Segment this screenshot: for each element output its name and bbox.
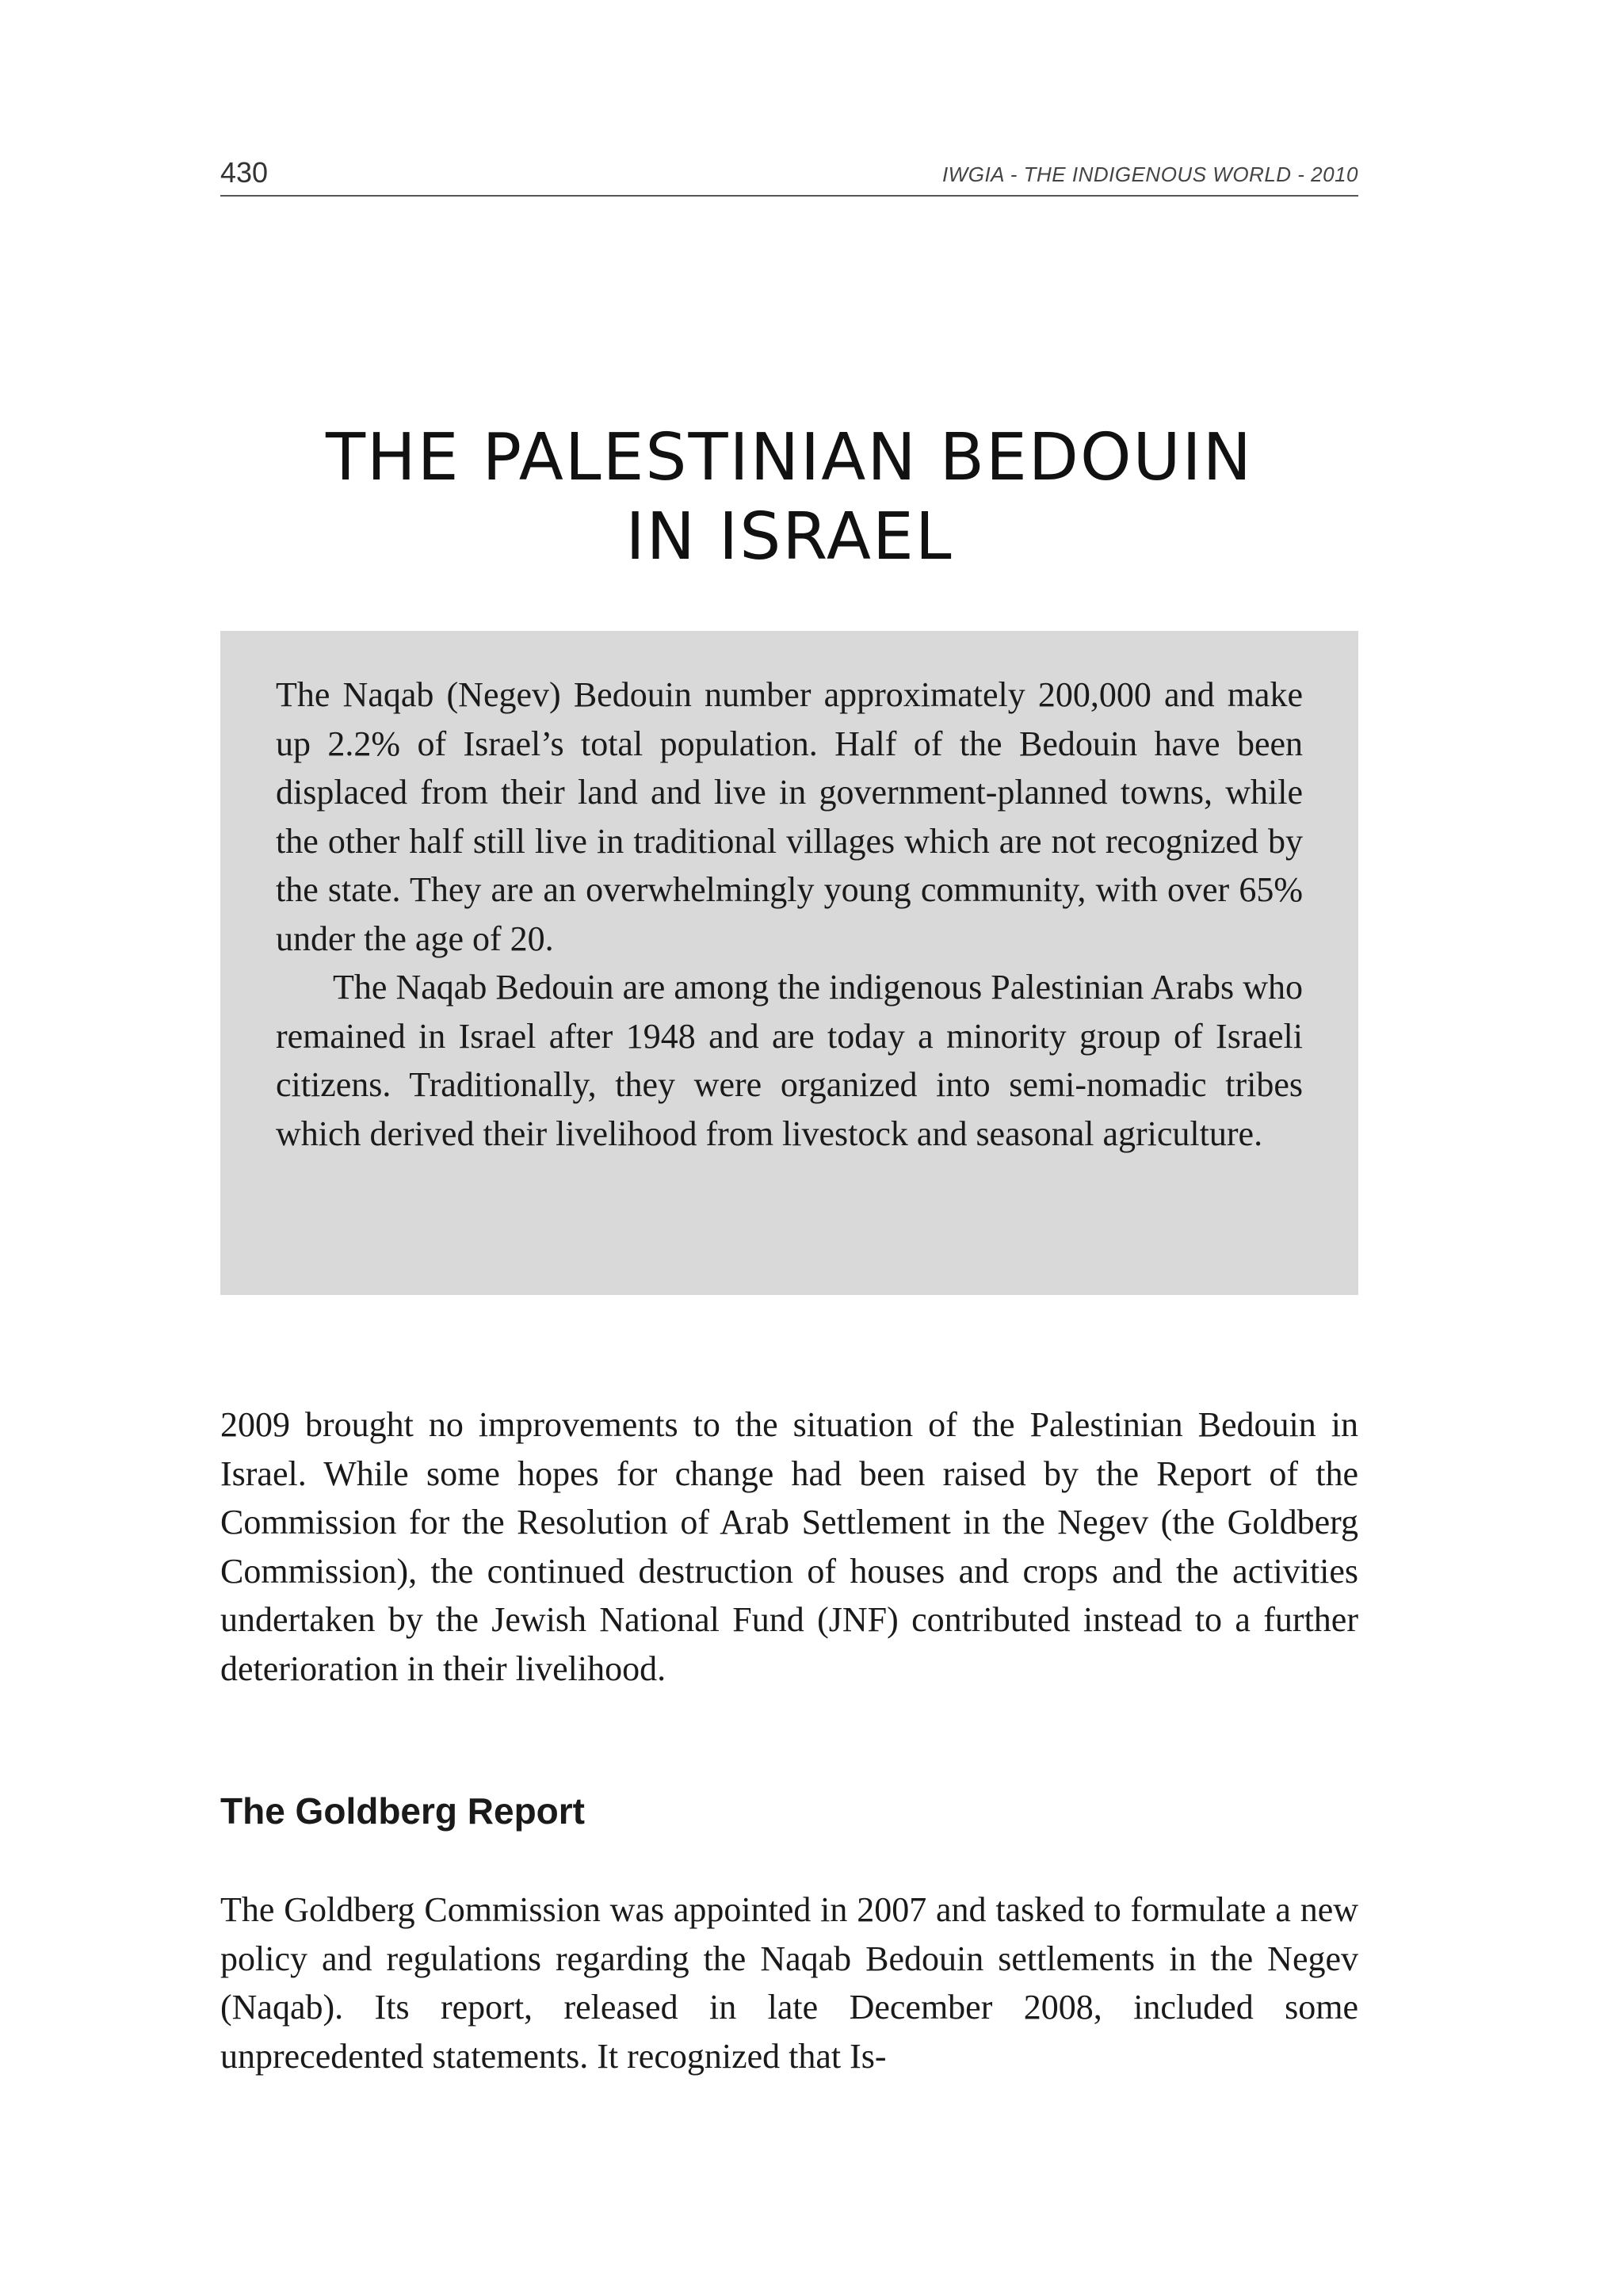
summary-text <box>276 670 1303 1158</box>
summary-paragraph-1: The Naqab (Negev) Bedouin number approximately 200,000 and make up 2.2% of Israel’s total population. Half of the Bedouin have been displaced from their land and live in government-planned towns, while the other half still live in traditional villages which are not recognized by the state. They are an overwhelmingly young community, with over 65% under the age of 20. <box>276 675 1303 958</box>
chapter-title-line-2: IN ISRAEL <box>625 499 953 575</box>
running-header <box>220 155 1358 197</box>
intro-paragraph: 2009 brought no improvements to the situation of the Palestinian Bedouin in Israel. While some hopes for change had been raised by the Report of the Commission for the Resolution of Arab Settlement in the Negev (the Goldberg Commission), the continued destruction of houses and crops and the activities undertaken by the Jewish National Fund (JNF) contributed instead to a further deterioration in their livelihood. <box>220 1405 1358 1688</box>
summary-box <box>220 631 1358 1295</box>
summary-paragraph-2: The Naqab Bedouin are among the indigenous Palestinian Arabs who remained in Israel after 1948 and are today a minority group of Israeli citizens. Traditionally, they were organized into semi-nomadic tribes which derived their livelihood from livestock and seasonal agriculture. <box>276 968 1303 1153</box>
chapter-title-line-1: THE PALESTINIAN BEDOUIN <box>325 420 1254 495</box>
page-number: 430 <box>220 156 269 189</box>
goldberg-paragraph: The Goldberg Commission was appointed in 2007 and tasked to formulate a new policy and regulations regarding the Naqab Bedouin settlements in the Negev (Naqab). Its report, released in late December 2008, included some unprecedented statements. It recognized that Is- <box>220 1890 1358 2076</box>
running-title: IWGIA - THE INDIGENOUS WORLD - 2010 <box>941 162 1358 186</box>
section-heading: The Goldberg Report <box>220 1790 585 1832</box>
chapter-title <box>220 418 1358 577</box>
